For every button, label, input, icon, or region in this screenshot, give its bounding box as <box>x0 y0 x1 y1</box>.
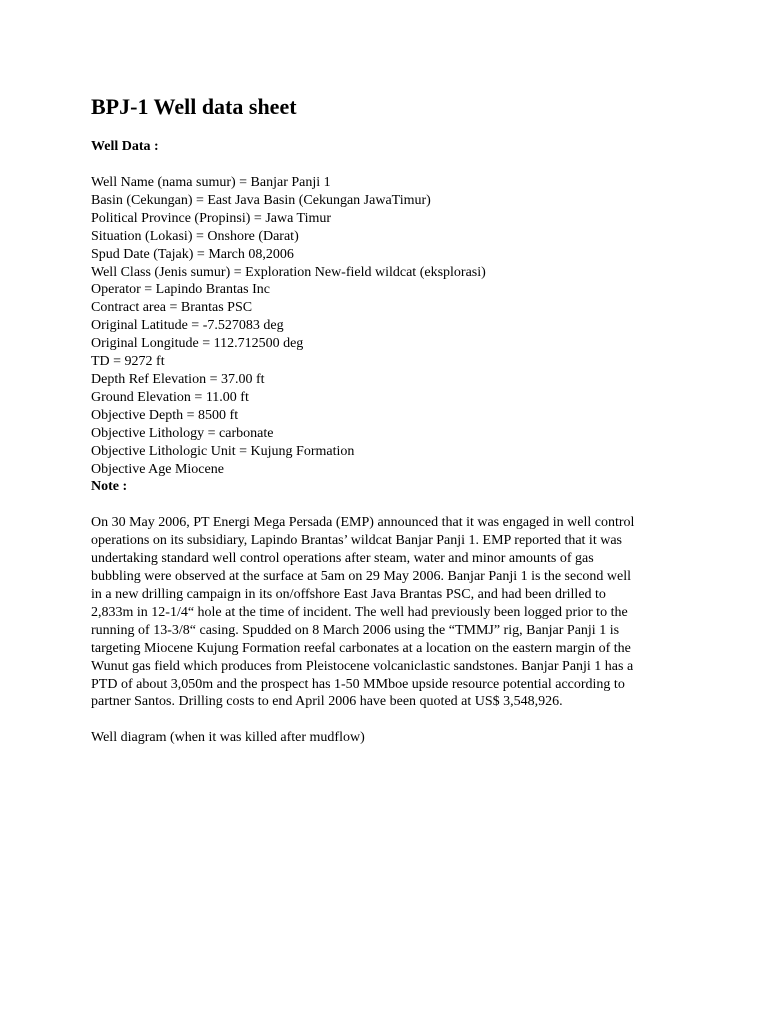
note-line: Wunut gas field which produces from Pleistocene volcaniclastic sandstones. Banjar Panji 1 has a <box>91 658 634 674</box>
note-line: partner Santos. Drilling costs to end April 2006 have been quoted at US$ 3,548,926. <box>91 694 563 710</box>
note-line: targeting Miocene Kujung Formation reefal carbonates at a location on the eastern margin of the <box>91 640 631 656</box>
well-field-line: Well Class (Jenis sumur) = Exploration New-field wildcat (eksplorasi) <box>91 264 486 280</box>
page-title: BPJ-1 Well data sheet <box>91 94 297 119</box>
well-data-heading: Well Data : <box>91 139 159 154</box>
well-field-line: TD = 9272 ft <box>91 354 165 370</box>
note-line: PTD of about 3,050m and the prospect has 1-50 MMboe upside resource potential according to <box>91 676 625 692</box>
spacer <box>91 711 691 729</box>
document-page <box>91 92 691 747</box>
note-line: bubbling were observed at the surface at 5am on 29 May 2006. Banjar Panji 1 is the second well <box>91 569 632 585</box>
note-line: 2,833m in 12-1/4“ hole at the time of incident. The well had previously been logged prior to the <box>91 604 628 620</box>
well-field-line: Depth Ref Elevation = 37.00 ft <box>91 371 265 387</box>
spacer <box>91 156 691 174</box>
well-field-line: Contract area = Brantas PSC <box>91 300 253 316</box>
well-field-line: Original Longitude = 112.712500 deg <box>91 336 304 352</box>
note-line: running of 13-3/8“ casing. Spudded on 8 March 2006 using the “TMMJ” rig, Banjar Panji 1 is <box>91 622 620 638</box>
note-paragraph <box>91 514 691 711</box>
well-field-line: Political Province (Propinsi) = Jawa Timur <box>91 210 332 226</box>
well-field-line: Objective Lithology = carbonate <box>91 425 274 441</box>
well-field-line: Original Latitude = -7.527083 deg <box>91 318 284 334</box>
well-field-line: Ground Elevation = 11.00 ft <box>91 389 249 405</box>
well-field-line: Objective Lithologic Unit = Kujung Formation <box>91 443 355 459</box>
note-line: operations on its subsidiary, Lapindo Brantas’ wildcat Banjar Panji 1. EMP reported that it was <box>91 533 622 549</box>
well-field-line: Situation (Lokasi) = Onshore (Darat) <box>91 228 299 244</box>
note-heading: Note : <box>91 479 128 495</box>
note-line: undertaking standard well control operations after steam, water and minor amounts of gas <box>91 551 594 567</box>
well-field-line: Basin (Cekungan) = East Java Basin (Cekungan JawaTimur) <box>91 192 431 208</box>
diagram-caption: Well diagram (when it was killed after mudflow) <box>91 730 365 746</box>
well-field-line: Objective Depth = 8500 ft <box>91 407 239 423</box>
well-field-line: Spud Date (Tajak) = March 08,2006 <box>91 246 294 262</box>
spacer <box>91 496 691 514</box>
note-line: On 30 May 2006, PT Energi Mega Persada (EMP) announced that it was engaged in well control <box>91 515 635 531</box>
well-field-line: Well Name (nama sumur) = Banjar Panji 1 <box>91 175 331 190</box>
well-field-list <box>91 174 691 478</box>
well-field-line: Objective Age Miocene <box>91 461 224 477</box>
note-line: in a new drilling campaign in its on/offshore East Java Brantas PSC, and had been drilled to <box>91 587 606 603</box>
well-field-line: Operator = Lapindo Brantas Inc <box>91 282 270 298</box>
